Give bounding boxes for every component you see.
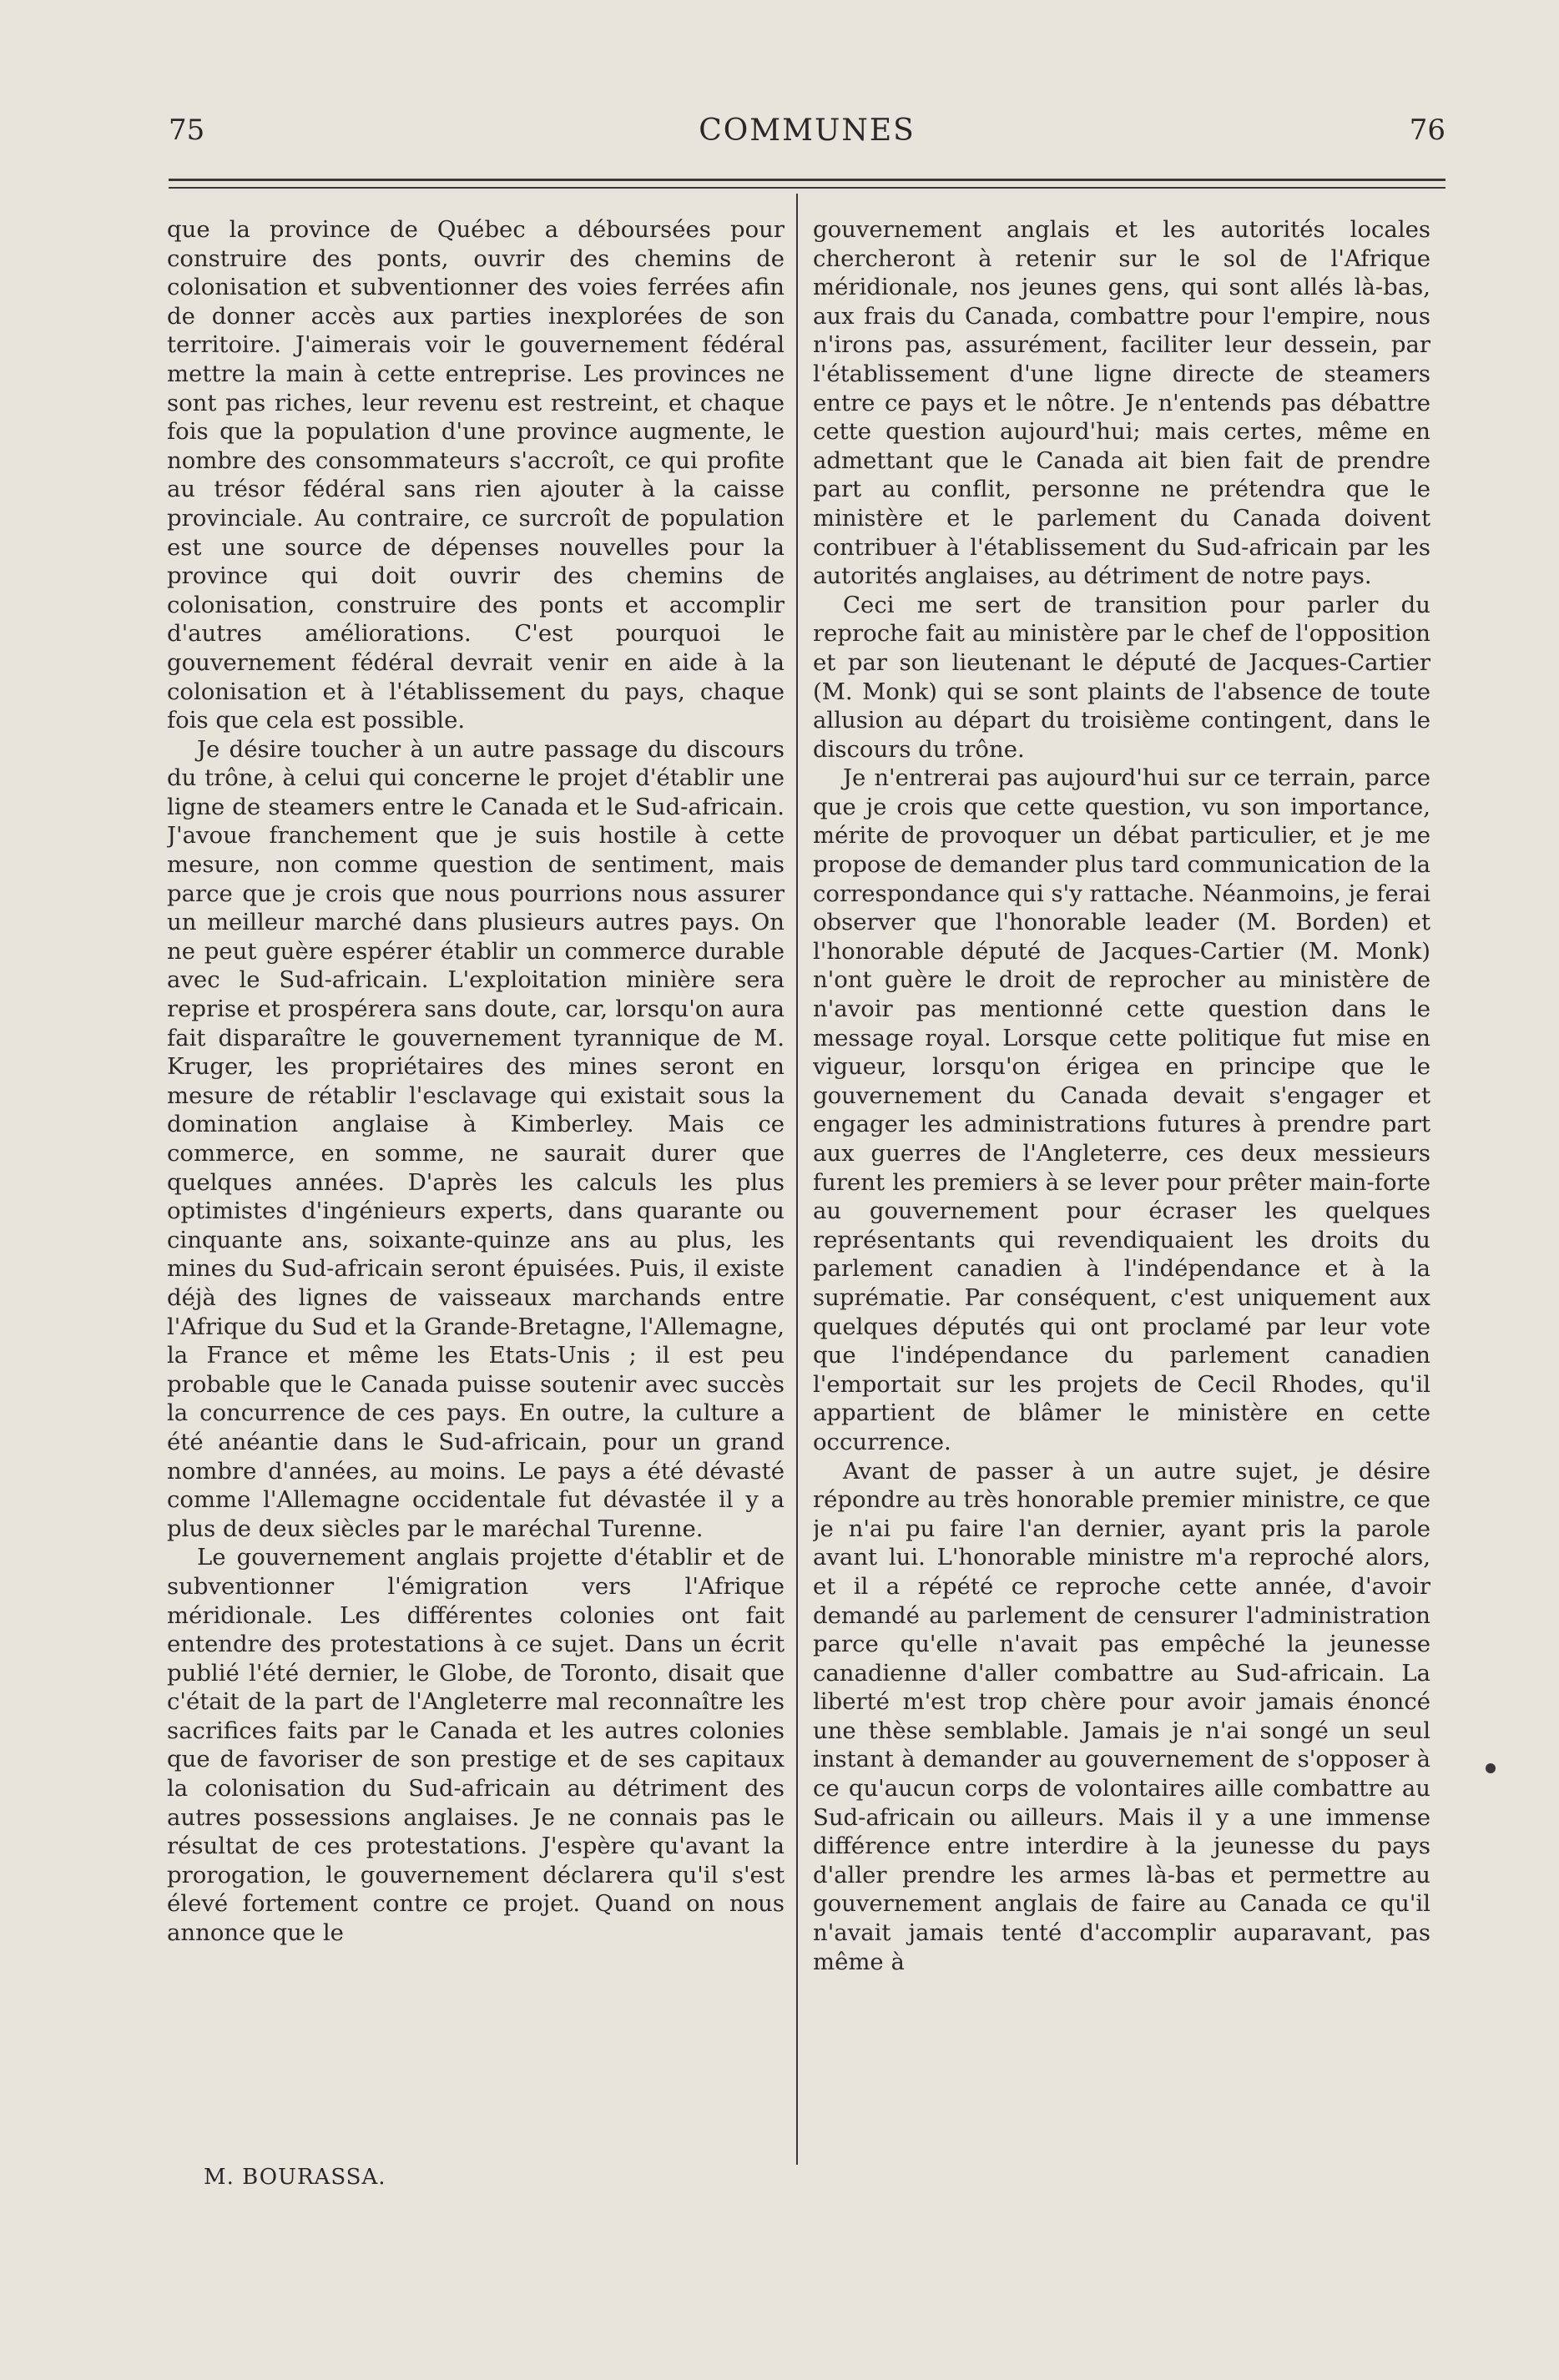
paragraph: Le gouvernement anglais projette d'établir et de subventionner l'émigration vers l'Afrique méridionale. Les différentes colonies ont fait entendre des protestations à ce sujet. Dans un écrit publié l'été dernier, le Globe, de Toronto, disait que c'était de la part de l'Angleterre mal reconnaître les sacrifices faits par le Canada et les autres colonies que de favoriser de son prestige et de ses capitaux la colonisation du Sud-africain au détriment des autres possessions anglaises. Je ne connais pas le résultat de ces protestations. J'espère qu'avant la prorogation, le gouvernement déclarera qu'il s'est élevé fortement contre ce projet. Quand on nous annonce que le bbox=[167, 1544, 785, 1947]
paragraph: Je n'entrerai pas aujourd'hui sur ce terrain, parce que je crois que cette question, vu son importance, mérite de provoquer un débat particulier, et je me propose de demander plus tard communication de la correspondance qui s'y rattache. Néanmoins, je ferai observer que l'honorable leader (M. Borden) et l'honorable député de Jacques-Cartier (M. Monk) n'ont guère le droit de reprocher au ministère de n'avoir pas mentionné cette question dans le message royal. Lorsque cette politique fut mise en vigueur, lorsqu'on érigea en principe que le gouvernement du Canada devait s'engager et engager les administrations futures à prendre part aux guerres de l'Angleterre, ces deux messieurs furent les premiers à se lever pour prêter main-forte au gouvernement pour écraser les quelques représentants qui revendiquaient les droits du parlement canadien à l'indépendance et à la suprématie. Par conséquent, c'est uniquement aux quelques députés qui ont proclamé par leur vote que l'indépendance du parlement canadien l'emportait sur les projets de Cecil Rhodes, qu'il appartient de blâmer le ministère en cette occurrence. bbox=[813, 764, 1430, 1455]
paragraph: Avant de passer à un autre sujet, je désire répondre au très honorable premier ministre, ce que je n'ai pu faire l'an dernier, ayant pris la parole avant lui. L'honorable ministre m'a reproché alors, et il a répété ce reproche cette année, d'avoir demandé au parlement de censurer l'administration parce qu'elle n'avait pas empêché la jeunesse canadienne d'aller combattre au Sud-africain. La liberté m'est trop chère pour avoir jamais énoncé une thèse semblable. Jamais je n'ai songé un seul instant à demander au gouvernement de s'opposer à ce qu'aucun corps de volontaires aille combattre au Sud-africain ou ailleurs. Mais il y a une immense différence entre interdire à la jeunesse du pays d'aller prendre les armes là-bas et permettre au gouvernement anglais de faire au Canada ce qu'il n'avait jamais tenté d'accomplir auparavant, pas même à bbox=[813, 1457, 1430, 1975]
speaker-name: M. BOURASSA. bbox=[204, 2165, 386, 2190]
margin-dot bbox=[1486, 1763, 1496, 1773]
column-divider bbox=[796, 194, 798, 2165]
page-number-right: 76 bbox=[1409, 113, 1445, 147]
paragraph: Je désire toucher à un autre passage du discours du trône, à celui qui concerne le projet d'établir une ligne de steamers entre le Canada et le Sud-africain. J'avoue franchement que je suis hostile à cette mesure, non comme question de sentiment, mais parce que je crois que nous pourrions nous assurer un meilleur marché dans plusieurs autres pays. On ne peut guère espérer établir un commerce durable avec le Sud-africain. L'exploitation minière sera reprise et prospérera sans doute, car, lorsqu'on aura fait disparaître le gouvernement tyrannique de M. Kruger, les propriétaires des mines seront en mesure de rétablir l'esclavage qui existait sous la domination anglaise à Kimberley. Mais ce commerce, en somme, ne saurait durer que quelques années. D'après les calculs les plus optimistes d'ingénieurs experts, dans quarante ou cinquante ans, soixante-quinze ans au plus, les mines du Sud-africain seront épuisées. Puis, il existe déjà des lignes de vaisseaux marchands entre l'Afrique du Sud et la Grande-Bretagne, l'Allemagne, la France et même les Etats-Unis ; il est peu probable que le Canada puisse soutenir avec succès la concurrence de ces pays. En outre, la culture a été anéantie dans le Sud-africain, pour un grand nombre d'années, au moins. Le pays a été dévasté comme l'Allemagne occidentale fut dévastée il y a plus de deux siècles par le maréchal Turenne. bbox=[167, 735, 785, 1542]
page-title: COMMUNES bbox=[699, 113, 916, 148]
paragraph: Ceci me sert de transition pour parler du reproche fait au ministère par le chef de l'opposition et par son lieutenant le député de Jacques-Cartier (M. Monk) qui se sont plaints de l'absence de toute allusion au départ du troisième contingent, dans le discours du trône. bbox=[813, 591, 1430, 763]
header-rule-bottom bbox=[169, 187, 1445, 189]
header-rule-top bbox=[169, 179, 1445, 181]
page-number-left: 75 bbox=[169, 113, 205, 147]
left-column bbox=[167, 215, 785, 2160]
paragraph: gouvernement anglais et les autorités locales chercheront à retenir sur le sol de l'Afrique méridionale, nos jeunes gens, qui sont allés là-bas, aux frais du Canada, combattre pour l'empire, nous n'irons pas, assurément, faciliter leur dessein, par l'établissement d'une ligne directe de steamers entre ce pays et le nôtre. Je n'entends pas débattre cette question aujourd'hui; mais certes, même en admettant que le Canada ait bien fait de prendre part au conflit, personne ne prétendra que le ministère et le parlement du Canada doivent contribuer à l'établissement du Sud-africain par les autorités anglaises, au détriment de notre pays. bbox=[813, 216, 1430, 590]
right-column bbox=[813, 215, 1430, 2160]
page-header bbox=[169, 113, 1445, 164]
paragraph: que la province de Québec a déboursées pour construire des ponts, ouvrir des chemins de colonisation et subventionner des voies ferrées afin de donner accès aux parties inexplorées de son territoire. J'aimerais voir le gouvernement fédéral mettre la main à cette entreprise. Les provinces ne sont pas riches, leur revenu est restreint, et chaque fois que la population d'une province augmente, le nombre des consommateurs s'accroît, ce qui profite au trésor fédéral sans rien ajouter à la caisse provinciale. Au contraire, ce surcroît de population est une source de dépenses nouvelles pour la province qui doit ouvrir des chemins de colonisation, construire des ponts et accomplir d'autres améliorations. C'est pourquoi le gouvernement fédéral devrait venir en aide à la colonisation et à l'établissement du pays, chaque fois que cela est possible. bbox=[167, 216, 785, 734]
